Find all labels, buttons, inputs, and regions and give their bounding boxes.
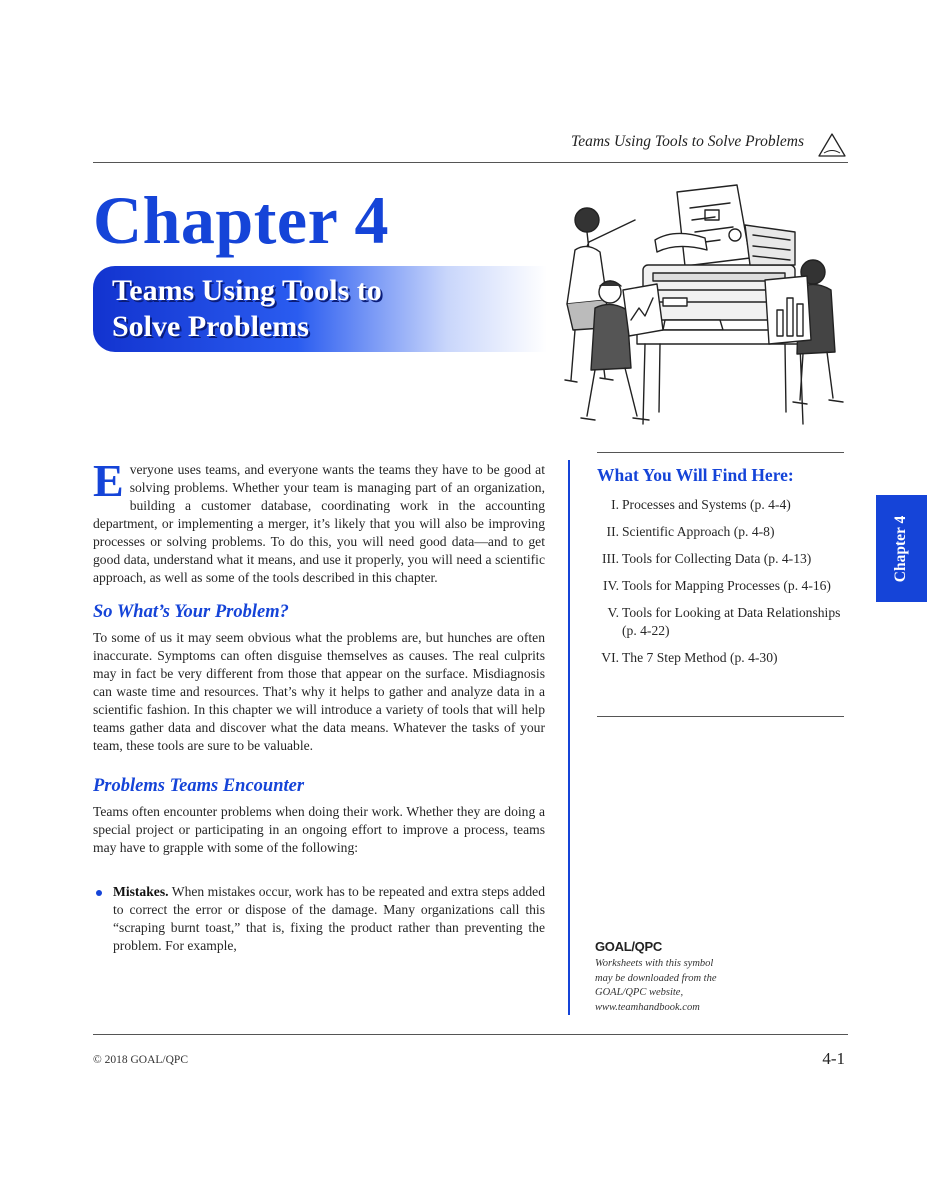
footer-copyright: © 2018 GOAL/QPC — [93, 1054, 188, 1066]
goalqpc-logo: GOAL/QPC — [595, 939, 662, 954]
contents-item — [597, 523, 847, 541]
find-here-heading: What You Will Find Here: — [597, 465, 794, 485]
triangle-icon — [816, 131, 848, 159]
worksheets-note-url: www.teamhandbook.com — [595, 1001, 700, 1013]
running-header: Teams Using Tools to Solve Problems — [571, 133, 804, 150]
subtitle-line-1: Teams Using Tools to — [112, 274, 382, 307]
footer-rule — [93, 1034, 848, 1035]
chapter-title: Chapter 4 — [93, 182, 390, 258]
contents-item-number: II. — [606, 524, 619, 539]
worksheets-note-line: may be downloaded from the — [595, 972, 717, 984]
team-machine-illustration — [545, 180, 845, 442]
worksheets-note-line: GOAL/QPC website, — [595, 987, 684, 998]
contents-item-number: V. — [607, 605, 619, 620]
contents-item-text: Tools for Looking at Data Relationships (p. 4-22) — [622, 605, 841, 638]
contents-item — [597, 577, 847, 595]
contents-item-number: IV. — [603, 578, 619, 593]
contents-item — [597, 550, 847, 568]
section-text-whats-your-problem: To some of us it may seem obvious what the problems are, but hunches are often inaccurate. Symptoms can often disguise themselves as causes. The real culprits may in fact be very different from those that appear on the surface. Misdiagnosis can waste time and resources. That’s why it helps to gather and analyze data in a scientific fashion. In this chapter we will introduce a variety of tools that will help teams gather data and discover what the data means. Whatever the tasks of your team, these tools are sure to be valuable. — [93, 630, 545, 753]
drop-cap: E — [93, 455, 124, 506]
chapter-side-tab — [876, 495, 927, 602]
section-text-problems-teams-encounter: Teams often encounter problems when doing their work. Whether they are doing a special project or participating in an ongoing effort to improve a process, teams may have to grapple with some of the following: — [93, 804, 545, 855]
body-column — [93, 455, 545, 955]
chapter-side-tab-label: Chapter 4 — [892, 515, 910, 582]
contents-item — [597, 604, 847, 640]
worksheets-note-line: Worksheets with this symbol — [595, 958, 714, 969]
header-rule — [93, 162, 848, 163]
worksheets-note — [595, 957, 755, 1015]
contents-item-text: Tools for Mapping Processes (p. 4-16) — [622, 578, 831, 593]
contents-item-number: III. — [602, 551, 619, 566]
intro-paragraph — [93, 455, 545, 587]
section-heading-whats-your-problem: So What’s Your Problem? — [93, 602, 289, 622]
bullet-term: Mistakes. — [113, 884, 169, 899]
contents-item — [597, 649, 847, 667]
contents-item-text: Processes and Systems (p. 4-4) — [622, 497, 791, 512]
subtitle-line-2: Solve Problems — [112, 310, 309, 343]
bullet-dot — [96, 890, 102, 896]
bullet-item-mistakes — [93, 883, 545, 955]
section-heading-problems-teams-encounter: Problems Teams Encounter — [93, 776, 305, 796]
contents-item-text: The 7 Step Method (p. 4-30) — [622, 650, 778, 665]
column-divider — [568, 460, 570, 1015]
contents-item-number: I. — [611, 497, 619, 512]
sidebar-top-rule — [597, 452, 844, 453]
contents-item-text: Tools for Collecting Data (p. 4-13) — [622, 551, 812, 566]
sidebar-bottom-rule — [597, 716, 844, 717]
contents-item-text: Scientific Approach (p. 4-8) — [622, 524, 775, 539]
page-number: 4-1 — [822, 1049, 845, 1068]
chapter-subtitle — [112, 273, 532, 345]
contents-list — [597, 496, 847, 676]
contents-item-number: VI. — [601, 650, 619, 665]
intro-text: veryone uses teams, and everyone wants the teams they have to be good at solving problems. Whether your team is managing part of an organization, building a customer database, coordinating work in the accounting department, or implementing a merger, it’s likely that you will also be improving processes or solving problems. To do this, you will need good data—and to get good data, understand what it means, and use it properly, you will need a scientific approach, as well as some of the tools described in this chapter. — [93, 462, 545, 585]
contents-item — [597, 496, 847, 514]
bullet-text: When mistakes occur, work has to be repeated and extra steps added to correct the error or dispose of the damage. Many organizations call this “scraping burnt toast,” that is, fixing the product rather than preventing the problem. For example, — [113, 884, 545, 953]
